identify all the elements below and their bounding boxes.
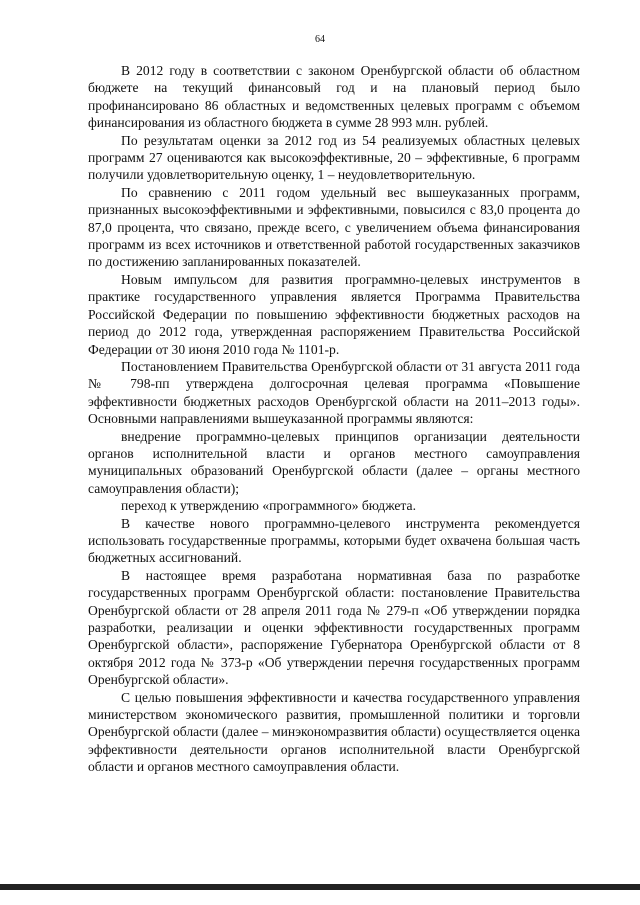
paragraph-direction-program-budget: переход к утверждению «программного» бюджета. — [121, 498, 416, 514]
paragraph-evaluation-results: По результатам оценки за 2012 год из 54 реализуемых областных целевых программ 27 оцениваются как высокоэффективные, 20 – эффективные, 6 программ получили удовлетворительную оценку, 1 – неудовлетворительную. — [88, 132, 580, 183]
document-body — [88, 62, 580, 776]
paragraph-efficiency-assessment: С целью повышения эффективности и качества государственного управления министерством экономического развития, промышленной политики и торговли Оренбургской области (далее – минэкономразвития области) осуществляется оценка эффективности деятельности органов исполнительной власти Оренбургской области и органов местного самоуправления области. — [88, 689, 580, 775]
scan-bottom-border — [0, 884, 640, 890]
paragraph-normative-base: В настоящее время разработана нормативная база по разработке государственных программ Оренбургской области: постановление Правительства Оренбургской области от 28 апреля 2011 года № 279-п «Об утверждении порядка разработки, реализации и оценки эффективности государственных программ Оренбургской области», распоряжение Губернатора Оренбургской области от 8 октября 2012 года № 373-р «Об утверждении перечня государственных программ Оренбургской области». — [88, 567, 580, 688]
paragraph-budget-programs: В 2012 году в соответствии с законом Оренбургской области об областном бюджете на текущий финансовый год и на плановый период было профинансировано 86 областных и ведомственных целевых программ с объемом финансирования из областного бюджета в сумме 28 993 млн. рублей. — [88, 63, 580, 131]
paragraph-new-instrument: В качестве нового программно-целевого инструмента рекомендуется использовать государственные программы, которыми будет охвачена большая часть бюджетных ассигнований. — [88, 515, 580, 566]
paragraph-federal-program: Новым импульсом для развития программно-целевых инструментов в практике государственного управления является Программа Правительства Российской Федерации по повышению эффективности бюджетных расходов на период до 2012 года, утвержденная распоряжением Правительства Российской Федерации от 30 июня 2010 года № 1101-р. — [88, 271, 580, 357]
paragraph-comparison-2011: По сравнению с 2011 годом удельный вес вышеуказанных программ, признанных высокоэффективными и эффективными, повысился с 83,0 процента до 87,0 процента, что связано, прежде всего, с увеличением объема финансирования программ из всех источников и ответственной работой государственных заказчиков по достижению запланированных показателей. — [88, 184, 580, 270]
paragraph-regional-resolution: Постановлением Правительства Оренбургской области от 31 августа 2011 года № 798-пп утверждена долгосрочная целевая программа «Повышение эффективности бюджетных расходов Оренбургской области на 2011–2013 годы». Основными направлениями вышеуказанной программы являются: — [88, 358, 580, 427]
paragraph-direction-implementation: внедрение программно-целевых принципов организации деятельности органов исполнительной власти и органов местного самоуправления муниципальных образований Оренбургской области (далее – органы местного самоуправления области); — [88, 428, 580, 496]
page-number: 64 — [315, 34, 325, 45]
